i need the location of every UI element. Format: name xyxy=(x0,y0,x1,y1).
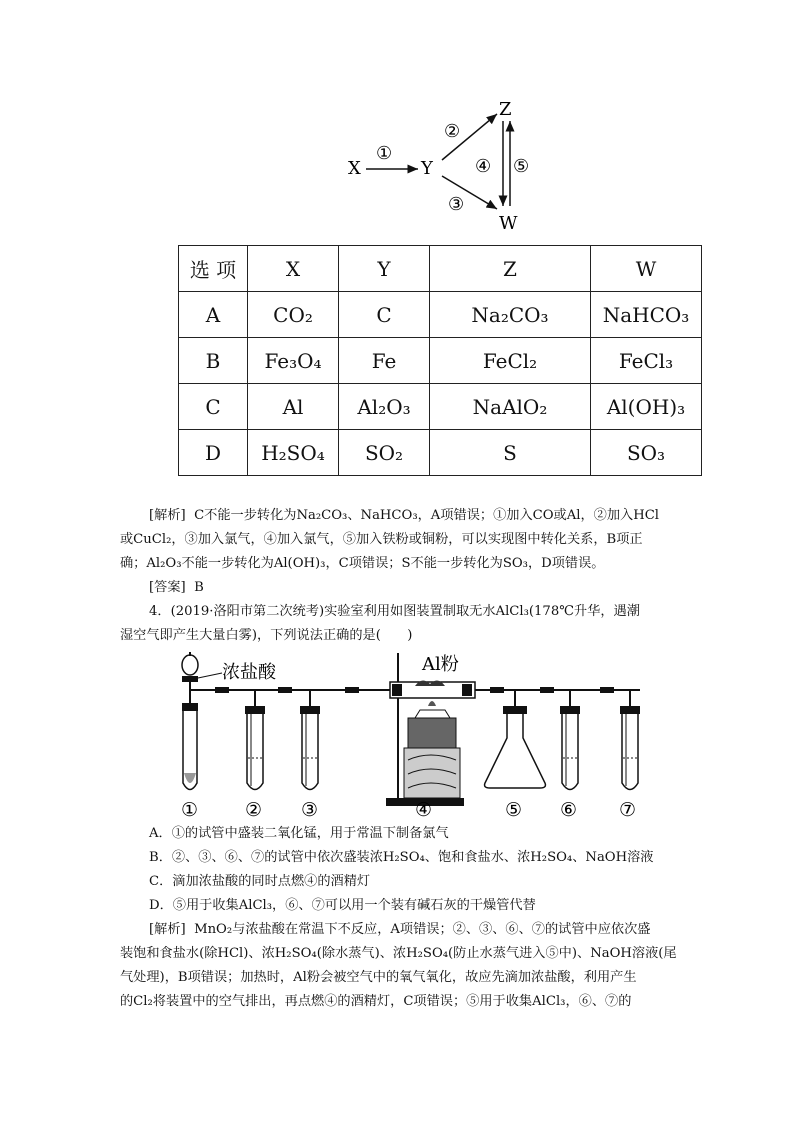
table-cell: FeCl₂ xyxy=(430,338,591,384)
analysis-1-line-1 xyxy=(149,504,659,528)
apparatus-number-1: ① xyxy=(181,799,199,820)
header-cell: Z xyxy=(430,246,591,292)
options-table xyxy=(178,245,702,476)
analysis-tag: [解析] xyxy=(149,508,186,523)
apparatus-number-6: ⑥ xyxy=(560,799,578,820)
table-cell: C xyxy=(179,384,248,430)
question-4-line-2: 湿空气即产生大量白雾)，下列说法正确的是( ) xyxy=(120,628,413,643)
flask-5 xyxy=(485,706,546,788)
answer-tag: [答案] xyxy=(149,580,186,595)
analysis-tag: [解析] xyxy=(149,922,186,937)
header-cell: X xyxy=(248,246,339,292)
table-row xyxy=(179,292,702,338)
table-cell: D xyxy=(179,430,248,476)
node-y: Y xyxy=(421,158,433,179)
reaction-tube-4 xyxy=(386,653,475,806)
analysis-1-line-2: 或CuCl₂，③加入氯气，④加入氯气，⑤加入铁粉或铜粉，可以实现图中转化关系，B项正 xyxy=(120,532,643,547)
step-3: ③ xyxy=(448,194,465,215)
question-4-line-1: 4．(2019·洛阳市第二次统考)实验室利用如图装置制取无水AlCl₃(178℃升华，遇潮 xyxy=(149,604,640,619)
test-tube-7 xyxy=(620,706,640,790)
analysis-text: MnO₂与浓盐酸在常温下不反应，A项错误；②、③、⑥、⑦的试管中应依次盛 xyxy=(194,922,651,937)
analysis-text: C不能一步转化为Na₂CO₃、NaHCO₃，A项错误；①加入CO或Al，②加入HCl xyxy=(194,508,660,523)
table-cell: A xyxy=(179,292,248,338)
separatory-funnel xyxy=(182,652,222,703)
table-cell: FeCl₃ xyxy=(591,338,702,384)
table-cell: CO₂ xyxy=(248,292,339,338)
test-tube-6 xyxy=(560,706,580,790)
option-a: A．①的试管中盛装二氧化锰，用于常温下制备氯气 xyxy=(149,826,449,841)
analysis-2-line-2: 装饱和食盐水(除HCl)、浓H₂SO₄(除水蒸气)、浓H₂SO₄(防止水蒸气进入⑤中)、NaOH溶液(尾 xyxy=(120,946,677,961)
apparatus-number-3: ③ xyxy=(301,799,319,820)
table-row xyxy=(179,338,702,384)
option-b: B．②、③、⑥、⑦的试管中依次盛装浓H₂SO₄、饱和食盐水、浓H₂SO₄、NaOH溶液 xyxy=(149,850,654,865)
label-acid: 浓盐酸 xyxy=(222,662,276,683)
header-cell: W xyxy=(591,246,702,292)
table-cell: NaHCO₃ xyxy=(591,292,702,338)
analysis-2-line-4: 的Cl₂将装置中的空气排出，再点燃④的酒精灯，C项错误；⑤用于收集AlCl₃，⑥、⑦的 xyxy=(120,994,632,1009)
table-cell: Fe₃O₄ xyxy=(248,338,339,384)
table-cell: NaAlO₂ xyxy=(430,384,591,430)
node-z: Z xyxy=(499,99,512,120)
test-tube-3 xyxy=(300,706,320,790)
table-cell: SO₂ xyxy=(339,430,430,476)
table-cell: Na₂CO₃ xyxy=(430,292,591,338)
analysis-2-line-1 xyxy=(149,918,651,942)
analysis-1-line-3: 确；Al₂O₃不能一步转化为Al(OH)₃，C项错误；S不能一步转化为SO₃，D项错误。 xyxy=(120,556,605,571)
conversion-diagram xyxy=(330,92,550,242)
label-al: Al粉 xyxy=(422,654,459,675)
apparatus-number-7: ⑦ xyxy=(619,799,637,820)
step-4: ④ xyxy=(475,156,492,177)
step-5: ⑤ xyxy=(513,156,530,177)
node-w: W xyxy=(499,213,518,234)
table-row xyxy=(179,430,702,476)
test-tube-2 xyxy=(245,706,265,790)
answer-value: B xyxy=(194,580,204,595)
table-cell: Al(OH)₃ xyxy=(591,384,702,430)
node-x: X xyxy=(348,158,361,179)
apparatus-number-4: ④ xyxy=(415,799,433,820)
table-cell: H₂SO₄ xyxy=(248,430,339,476)
header-cell: 选 项 xyxy=(179,246,248,292)
table-cell: S xyxy=(430,430,591,476)
step-2: ② xyxy=(444,121,461,142)
answer-line xyxy=(149,576,204,600)
table-header-row xyxy=(179,246,702,292)
table-cell: SO₃ xyxy=(591,430,702,476)
table-cell: Al₂O₃ xyxy=(339,384,430,430)
test-tube-1 xyxy=(182,703,198,790)
table-cell: B xyxy=(179,338,248,384)
apparatus-number-2: ② xyxy=(245,799,263,820)
apparatus-diagram xyxy=(160,648,660,820)
table-row xyxy=(179,384,702,430)
step-1: ① xyxy=(376,143,393,164)
table-cell: C xyxy=(339,292,430,338)
option-d: D．⑤用于收集AlCl₃，⑥、⑦可以用一个装有碱石灰的干燥管代替 xyxy=(149,898,536,913)
analysis-2-line-3: 气处理)，B项错误；加热时，Al粉会被空气中的氧气氧化，故应先滴加浓盐酸，利用产生 xyxy=(120,970,637,985)
table-cell: Al xyxy=(248,384,339,430)
apparatus-number-5: ⑤ xyxy=(505,799,523,820)
header-cell: Y xyxy=(339,246,430,292)
option-c: C．滴加浓盐酸的同时点燃④的酒精灯 xyxy=(149,874,371,889)
table-cell: Fe xyxy=(339,338,430,384)
